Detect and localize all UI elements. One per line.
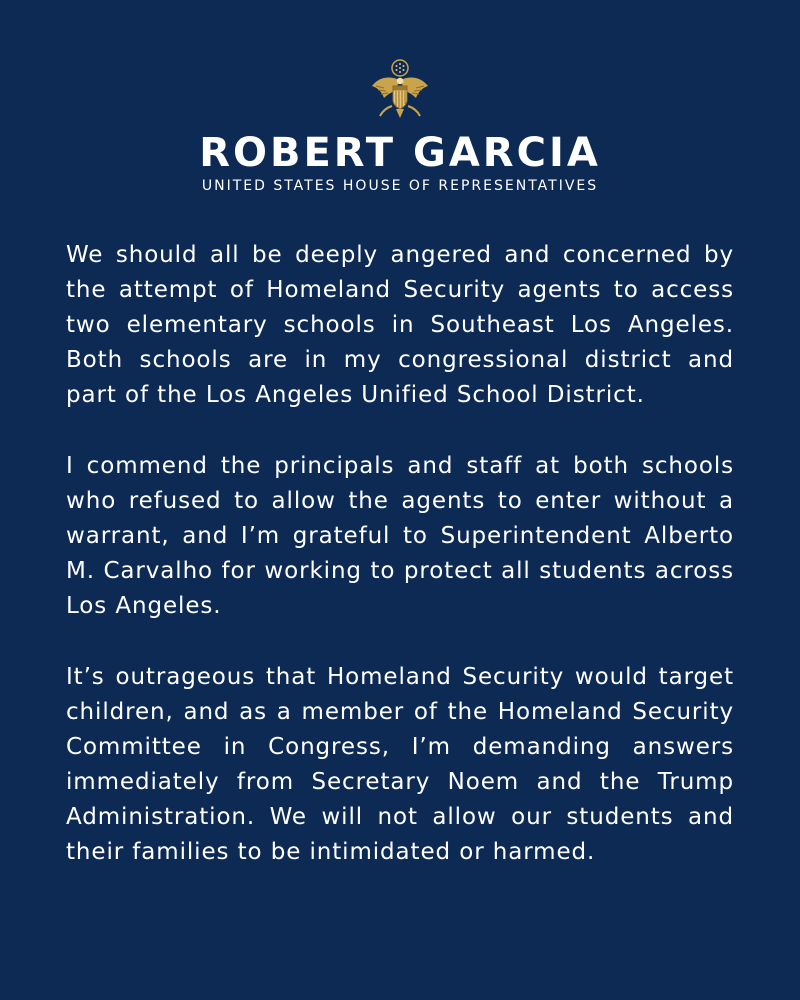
letterhead bbox=[0, 58, 800, 194]
office-subtitle: UNITED STATES HOUSE OF REPRESENTATIVES bbox=[201, 178, 599, 194]
statement-paragraph: We should all be deeply angered and concerned by the attempt of Homeland Security agents to access two elementary schools in Southeast Los Angeles. Both schools are in my congressional district and part of the Los Angeles Unified School District. bbox=[66, 242, 734, 408]
eagle-seal-icon bbox=[368, 58, 432, 124]
statement-paragraph: I commend the principals and staff at both schools who refused to allow the agents to enter without a warrant, and I’m grateful to Superintendent Alberto M. Carvalho for working to protect all students across Los Angeles. bbox=[66, 453, 734, 619]
representative-name: ROBERT GARCIA bbox=[199, 130, 601, 176]
statement-body bbox=[66, 238, 734, 906]
statement-paragraph: It’s outrageous that Homeland Security would target children, and as a member of the Homeland Security Committee in Congress, I’m demanding answers immediately from Secretary Noem and the Trump Administration. We will not allow our students and their families to be intimidated or harmed. bbox=[66, 664, 734, 865]
